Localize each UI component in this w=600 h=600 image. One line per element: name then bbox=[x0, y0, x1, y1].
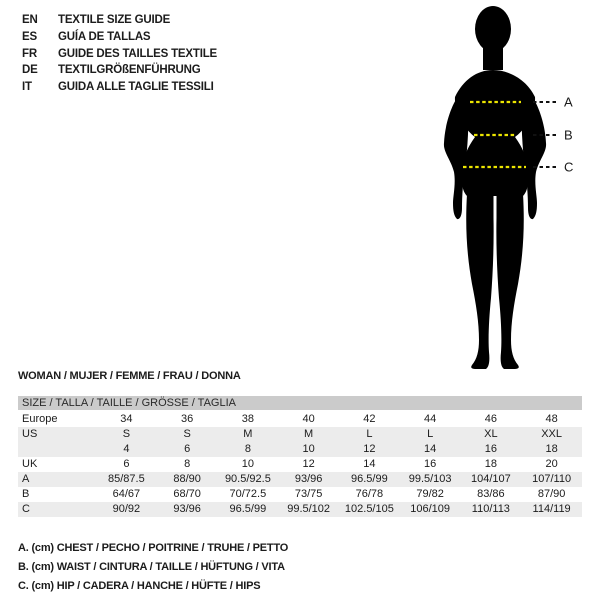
size-cell: 8 bbox=[244, 443, 251, 455]
size-cell: 10 bbox=[241, 458, 254, 470]
table-row bbox=[18, 472, 582, 487]
size-table-header: SIZE / TALLA / TAILLE / GRÖSSE / TAGLIA bbox=[18, 396, 582, 410]
table-row bbox=[18, 427, 582, 442]
size-cell: 106/109 bbox=[410, 503, 450, 515]
size-cell: 42 bbox=[363, 413, 376, 425]
language-title: GUIDE DES TAILLES TEXTILE bbox=[58, 47, 217, 60]
row-label: Europe bbox=[22, 413, 58, 425]
size-cell: 10 bbox=[302, 443, 315, 455]
size-cell: 6 bbox=[184, 443, 191, 455]
table-row bbox=[18, 487, 582, 502]
table-row bbox=[18, 502, 582, 517]
size-cell: 90.5/92.5 bbox=[224, 473, 271, 485]
language-title: TEXTILGRÖßENFÜHRUNG bbox=[58, 64, 201, 77]
row-label: UK bbox=[22, 458, 38, 470]
size-cell: 70/72.5 bbox=[229, 488, 267, 500]
size-cell: 114/119 bbox=[532, 503, 571, 515]
size-cell: XXL bbox=[541, 428, 563, 440]
legend-line: C. (cm) HIP / CADERA / HANCHE / HÜFTE / HIPS bbox=[18, 580, 261, 593]
size-cell: 48 bbox=[545, 413, 558, 425]
language-row bbox=[22, 29, 217, 46]
size-cell: 87/90 bbox=[537, 488, 566, 500]
size-cell: 104/107 bbox=[470, 473, 511, 485]
size-cell: M bbox=[304, 428, 314, 440]
language-code: EN bbox=[22, 14, 38, 26]
table-row bbox=[18, 412, 582, 427]
marker-letter-b: B bbox=[564, 127, 573, 143]
size-cell: 6 bbox=[123, 458, 130, 470]
row-label: US bbox=[22, 428, 38, 440]
size-table bbox=[18, 396, 582, 517]
table-group-title: WOMAN / MUJER / FEMME / FRAU / DONNA bbox=[18, 370, 241, 382]
size-cell: L bbox=[366, 428, 373, 440]
table-row bbox=[18, 442, 582, 457]
size-cell: 73/75 bbox=[294, 488, 323, 500]
size-cell: 38 bbox=[241, 413, 254, 425]
measurement-legend bbox=[18, 539, 288, 597]
language-title: GUIDA ALLE TAGLIE TESSILI bbox=[58, 81, 214, 94]
size-cell: 93/96 bbox=[173, 503, 201, 515]
size-cell: 14 bbox=[363, 458, 376, 470]
size-cell: 102.5/105 bbox=[344, 503, 394, 515]
language-row bbox=[22, 79, 217, 96]
size-cell: 110/113 bbox=[471, 503, 510, 515]
size-cell: 96.5/99 bbox=[229, 503, 267, 515]
row-label: B bbox=[22, 488, 30, 500]
size-cell: 68/70 bbox=[173, 488, 201, 500]
table-row bbox=[18, 457, 582, 472]
legend-line: A. (cm) CHEST / PECHO / POITRINE / TRUHE / PETTO bbox=[18, 542, 289, 554]
size-cell: 90/92 bbox=[112, 503, 141, 515]
size-cell: 40 bbox=[302, 413, 315, 425]
size-cell: S bbox=[183, 428, 191, 440]
language-code: FR bbox=[22, 47, 37, 60]
size-cell: 93/96 bbox=[294, 473, 323, 485]
size-cell: 36 bbox=[181, 413, 194, 425]
size-cell: L bbox=[427, 428, 434, 440]
size-cell: S bbox=[122, 428, 131, 440]
size-cell: XL bbox=[484, 428, 498, 440]
legend-line: B. (cm) WAIST / CINTURA / TAILLE / HÜFTUNG / VITA bbox=[18, 561, 285, 574]
size-cell: 83/86 bbox=[477, 488, 505, 500]
size-cell: 8 bbox=[184, 458, 191, 470]
row-label bbox=[18, 442, 96, 457]
size-table-body bbox=[18, 412, 582, 517]
language-title: TEXTILE SIZE GUIDE bbox=[58, 14, 171, 26]
size-cell: 46 bbox=[484, 413, 497, 425]
language-code: DE bbox=[22, 64, 38, 77]
size-cell: 107/110 bbox=[532, 473, 572, 485]
size-cell: 99.5/102 bbox=[287, 503, 331, 515]
language-code: IT bbox=[22, 81, 32, 94]
size-cell: 76/78 bbox=[355, 488, 384, 500]
language-row bbox=[22, 46, 217, 63]
language-code: ES bbox=[22, 30, 37, 43]
measurement-figure bbox=[415, 0, 600, 375]
size-cell: M bbox=[243, 428, 253, 440]
language-title: GUÍA DE TALLAS bbox=[58, 30, 151, 43]
marker-letter-a: A bbox=[564, 94, 573, 110]
size-cell: 14 bbox=[424, 443, 437, 455]
size-cell: 18 bbox=[545, 443, 558, 455]
size-cell: 18 bbox=[484, 458, 497, 470]
language-row bbox=[22, 62, 217, 79]
size-cell: 88/90 bbox=[173, 473, 201, 485]
size-cell: 16 bbox=[424, 458, 437, 470]
size-cell: 44 bbox=[424, 413, 437, 425]
row-label: A bbox=[22, 473, 30, 485]
size-cell: 16 bbox=[484, 443, 497, 455]
size-cell: 4 bbox=[123, 443, 130, 455]
language-row bbox=[22, 12, 217, 29]
size-cell: 64/67 bbox=[112, 488, 141, 500]
size-cell: 79/82 bbox=[416, 488, 444, 500]
size-cell: 12 bbox=[302, 458, 315, 470]
marker-letter-c: C bbox=[564, 159, 574, 175]
size-cell: 20 bbox=[545, 458, 558, 470]
size-cell: 34 bbox=[120, 413, 133, 425]
language-list bbox=[22, 12, 217, 96]
size-cell: 12 bbox=[363, 443, 376, 455]
size-cell: 85/87.5 bbox=[108, 473, 145, 485]
woman-silhouette-shape bbox=[444, 6, 546, 369]
row-label: C bbox=[22, 503, 30, 515]
size-cell: 96.5/99 bbox=[351, 473, 388, 485]
size-cell: 99.5/103 bbox=[408, 473, 452, 485]
